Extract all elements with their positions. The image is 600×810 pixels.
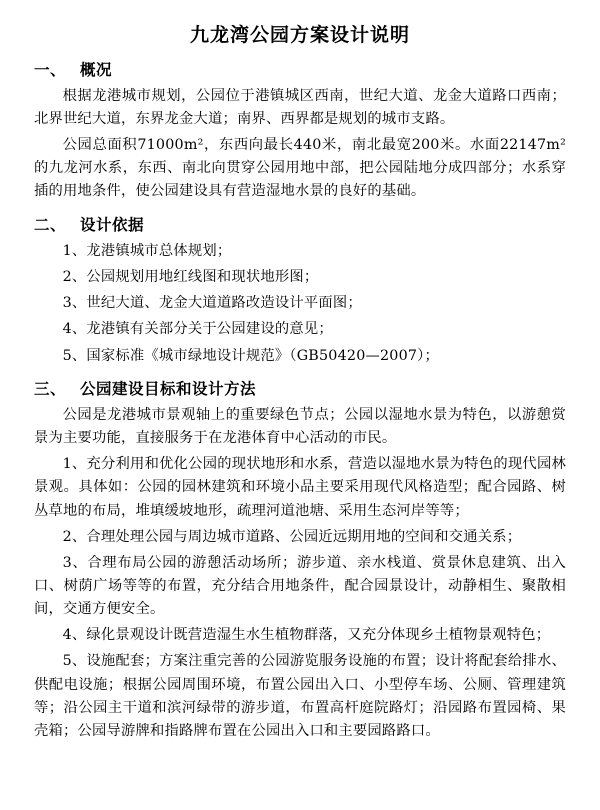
page-title: 九龙湾公园方案设计说明 (189, 24, 410, 46)
paragraph: 根据龙港城市规划，公园位于港镇城区西南，世纪大道、龙金大道路口西南；北界世纪大道，东界龙金大道；南界、西界都是规划的城市支路。 (34, 87, 566, 127)
list-item: 5、国家标准《城市绿地设计规范》（GB50420—2007）； (62, 347, 440, 364)
section-number: 三、 (34, 378, 67, 398)
list-item: 3、世纪大道、龙金大道道路改造设计平面图； (62, 295, 362, 312)
list-item: 4、龙港镇有关部分关于公园建设的意见； (62, 321, 333, 338)
list-item: 2、合理处理公园与周边城市道路、公园近远期用地的空间和交通关系； (62, 528, 522, 545)
paragraph: 公园是龙港城市景观轴上的重要绿色节点；公园以湿地水景为特色，以游憩赏景为主要功能，直接服务于在龙港体育中心活动的市民。 (34, 406, 566, 447)
section-heading-design-basis (34, 213, 566, 236)
list-item: 1、充分利用和优化公园的现状地形和水系，营造以湿地水景为特色的现代园林景观。具体如：公园的园林建筑和环境小品主要采用现代风格造型；配合园路、树丛草地的布局，堆填缓坡地形，疏理河道池塘、采用生态河岸等等； (34, 456, 566, 519)
list-item: 4、绿化景观设计既营造湿生水生植物群落，又充分体现乡土植物景观特色； (62, 627, 551, 644)
section-title: 概况 (80, 59, 113, 79)
section-title: 公园建设目标和设计方法 (80, 378, 257, 398)
list-item: 5、设施配套；方案注重完善的公园游览服务设施的布置；设计将配套给排水、供配电设施；根据公园周围环境，布置公园出入口、小型停车场、公厕、管理建筑等；沿公园主干道和滨河绿带的游步道，布置高杆庭院路灯；沿园路布置园椅、果壳箱；公园导游牌和指路牌布置在公园出入口和主要园路路口。 (34, 653, 566, 739)
section-heading-overview (34, 58, 566, 81)
section-heading-goals-methods (34, 377, 566, 400)
list-item: 3、合理布局公园的游憩活动场所；游步道、亲水栈道、赏景休息建筑、出入口、树荫广场等等的布置，充分结合用地条件，配合园景设计，动静相生、聚散相间，交通方便安全。 (34, 554, 566, 618)
list-item: 1、龙港镇城市总体规划； (62, 242, 232, 259)
paragraph: 公园总面积71000m²，东西向最长440米，南北最宽200米。水面22147m²的九龙河水系，东西、南北向贯穿公园用地中部，把公园陆地分成四部分；水系穿插的用地条件，使公园建设具有营造湿地水景的良好的基础。 (34, 137, 566, 200)
section-title: 设计依据 (80, 214, 145, 234)
section-number: 二、 (34, 214, 67, 234)
section-number: 一、 (34, 59, 67, 79)
list-item: 2、公园规划用地红线图和现状地形图； (62, 269, 319, 286)
